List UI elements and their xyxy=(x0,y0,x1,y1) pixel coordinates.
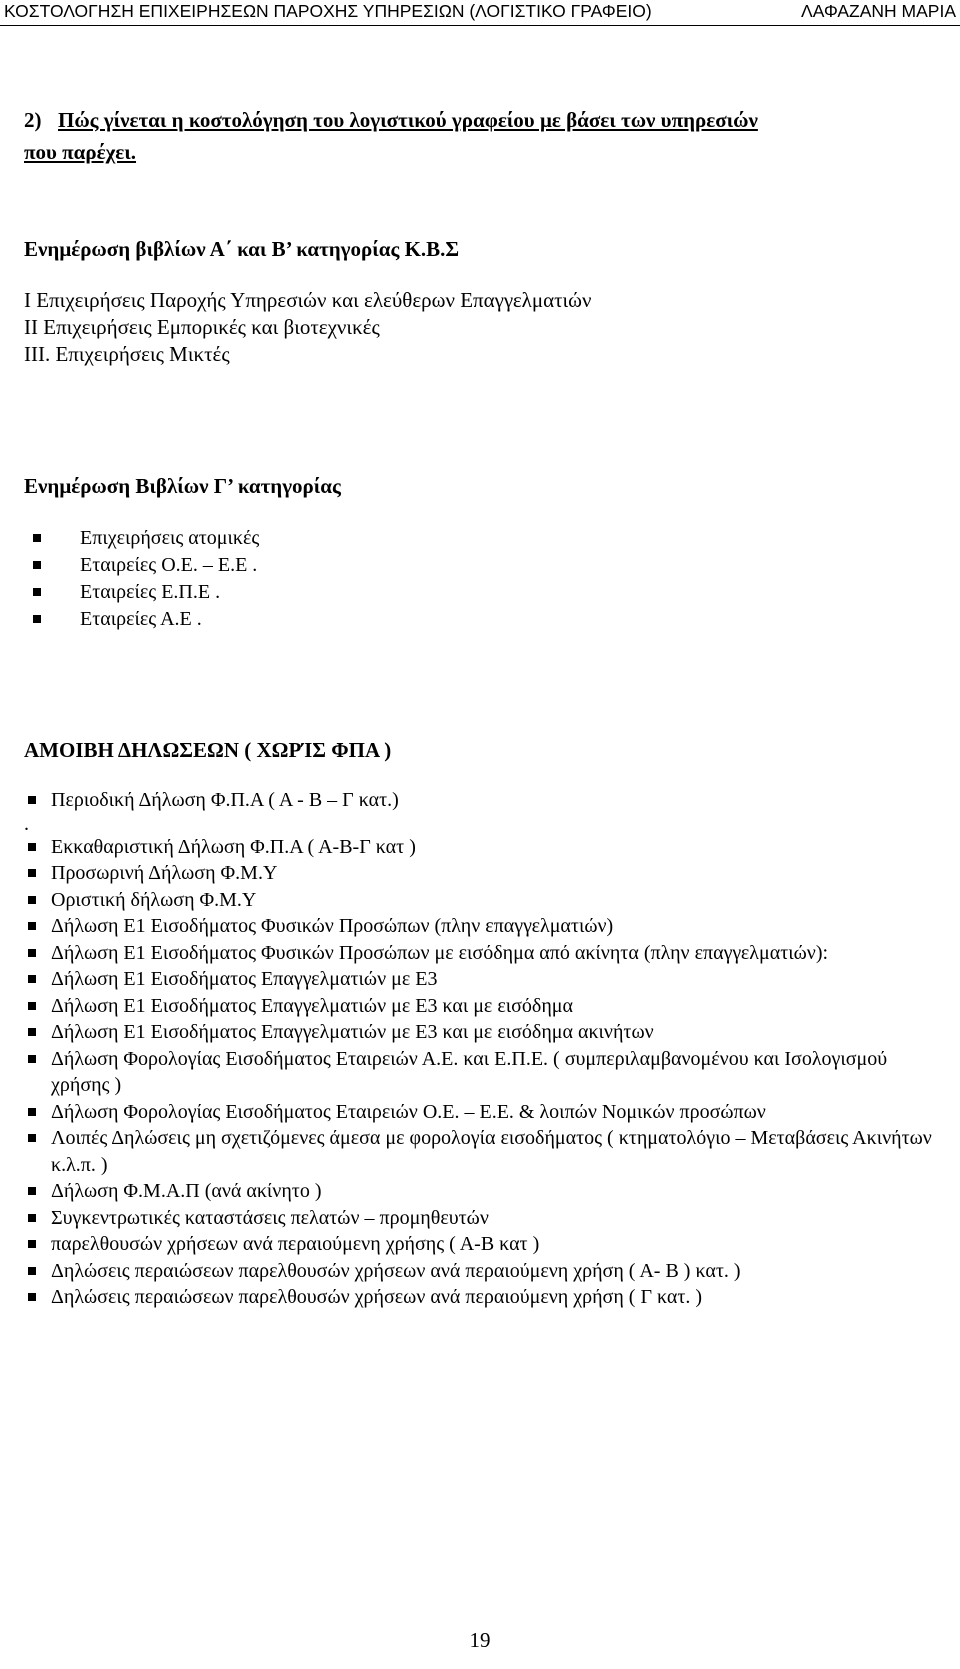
bullet-square-icon xyxy=(28,843,36,851)
bullet-square-icon xyxy=(28,949,36,957)
page-header xyxy=(0,0,960,36)
ab-item-1: Ι Επιχειρήσεις Παροχής Υπηρεσιών και ελεύθερων Επαγγελματιών xyxy=(24,288,592,312)
bullet-square-icon xyxy=(28,869,36,877)
header-rule xyxy=(0,25,960,26)
list-item: Περιοδική Δήλωση Φ.Π.Α ( Α - Β – Γ κατ.) xyxy=(24,787,944,814)
bullet-square-icon xyxy=(33,588,41,596)
list-item: Συγκεντρωτικές καταστάσεις πελατών – προμηθευτών xyxy=(24,1205,944,1232)
question-line-1: Πώς γίνεται η κοστολόγηση του λογιστικού γραφείου με βάσει των υπηρεσιών xyxy=(58,108,758,132)
list-item: Εκκαθαριστική Δήλωση Φ.Π.Α ( Α-Β-Γ κατ ) xyxy=(24,834,944,861)
bullet-square-icon xyxy=(33,615,41,623)
fee-section-list xyxy=(24,787,944,1311)
question-number: 2) xyxy=(24,108,42,132)
bullet-square-icon xyxy=(33,534,41,542)
list-item: Δήλωση Ε1 Εισοδήματος Επαγγελματιών με Ε3 xyxy=(24,966,944,993)
list-item: . xyxy=(24,812,29,835)
header-title: ΚΟΣΤΟΛΟΓΗΣΗ ΕΠΙΧΕΙΡΗΣΕΩΝ ΠΑΡΟΧΗΣ ΥΠΗΡΕΣΙΩΝ (ΛΟΓΙΣΤΙΚΟ ΓΡΑΦΕΙΟ) xyxy=(4,1,652,21)
question-title xyxy=(24,104,944,168)
c-section-title: Ενημέρωση Βιβλίων Γ’ κατηγορίας xyxy=(24,474,341,498)
list-item: Δηλώσεις περαιώσεων παρελθουσών χρήσεων ανά περαιούμενη χρήση ( Α- Β ) κατ. ) xyxy=(24,1258,944,1285)
list-item: Δήλωση Ε1 Εισοδήματος Επαγγελματιών με Ε3 και με εισόδημα ακινήτων xyxy=(24,1019,944,1046)
bullet-square-icon xyxy=(28,1055,36,1063)
list-item: Εταιρείες Ο.Ε. – Ε.Ε . xyxy=(24,552,944,579)
list-item: Λοιπές Δηλώσεις μη σχετιζόμενες άμεσα με φορολογία εισοδήματος ( κτηματολόγιο – Μεταβάσεις Ακινήτων κ.λ.π. ) xyxy=(24,1125,944,1178)
bullet-square-icon xyxy=(28,1240,36,1248)
bullet-square-icon xyxy=(28,975,36,983)
header-author: ΛΑΦΑΖΑΝΗ ΜΑΡΙΑ xyxy=(801,1,956,21)
list-item: παρελθουσών χρήσεων ανά περαιούμενη χρήσης ( Α-Β κατ ) xyxy=(24,1231,944,1258)
ab-item-2: ΙΙ Επιχειρήσεις Εμπορικές και βιοτεχνικές xyxy=(24,315,380,339)
list-item: Προσωρινή Δήλωση Φ.Μ.Υ xyxy=(24,860,944,887)
list-item: Δήλωση Ε1 Εισοδήματος Φυσικών Προσώπων με εισόδημα από ακίνητα (πλην επαγγελματιών): xyxy=(24,940,944,967)
list-item: Δήλωση Φορολογίας Εισοδήματος Εταιρειών Ο.Ε. – Ε.Ε. & λοιπών Νομικών προσώπων xyxy=(24,1099,944,1126)
list-item: Εταιρείες Ε.Π.Ε . xyxy=(24,579,944,606)
list-item: Οριστική δήλωση Φ.Μ.Υ xyxy=(24,887,944,914)
question-line-2: που παρέχει. xyxy=(24,140,137,164)
list-item: Δήλωση Ε1 Εισοδήματος Φυσικών Προσώπων (πλην επαγγελματιών) xyxy=(24,913,944,940)
list-item: Εταιρείες Α.Ε . xyxy=(24,606,944,633)
c-section-list xyxy=(24,525,944,633)
bullet-square-icon xyxy=(28,896,36,904)
list-item: Δηλώσεις περαιώσεων παρελθουσών χρήσεων ανά περαιούμενη χρήση ( Γ κατ. ) xyxy=(24,1284,944,1311)
bullet-square-icon xyxy=(28,922,36,930)
bullet-square-icon xyxy=(28,1214,36,1222)
bullet-square-icon xyxy=(33,561,41,569)
bullet-square-icon xyxy=(28,1028,36,1036)
bullet-square-icon xyxy=(28,796,36,804)
bullet-square-icon xyxy=(28,1187,36,1195)
list-item: Δήλωση Φ.Μ.Α.Π (ανά ακίνητο ) xyxy=(24,1178,944,1205)
bullet-square-icon xyxy=(28,1267,36,1275)
list-item: Δήλωση Ε1 Εισοδήματος Επαγγελματιών με Ε3 και με εισόδημα xyxy=(24,993,944,1020)
page-number: 19 xyxy=(469,1628,491,1652)
ab-item-3: ΙΙΙ. Επιχειρήσεις Μικτές xyxy=(24,342,230,366)
bullet-square-icon xyxy=(28,1293,36,1301)
list-item: Επιχειρήσεις ατομικές xyxy=(24,525,944,552)
bullet-square-icon xyxy=(28,1002,36,1010)
list-item: Δήλωση Φορολογίας Εισοδήματος Εταιρειών Α.Ε. και Ε.Π.Ε. ( συμπεριλαμβανομένου και Ισολογισμού χρήσης ) xyxy=(24,1046,944,1099)
bullet-square-icon xyxy=(28,1108,36,1116)
bullet-square-icon xyxy=(28,1134,36,1142)
ab-section-title: Ενημέρωση βιβλίων Α΄ και Β’ κατηγορίας Κ.Β.Σ xyxy=(24,237,460,261)
fee-section-title: ΑΜΟΙΒΗ ΔΗΛΩΣΕΩΝ ( ΧΩΡΊΣ ΦΠΑ ) xyxy=(24,738,392,762)
